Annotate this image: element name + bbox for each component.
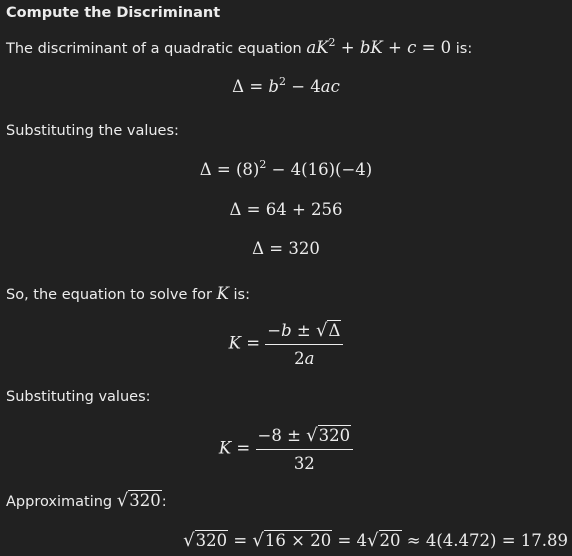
radical-sign: √ xyxy=(306,425,318,446)
step-2: Δ = 64 + 256 xyxy=(229,200,343,219)
radicand: 320 xyxy=(129,491,161,510)
sqrt-16x20 xyxy=(252,530,332,551)
radicand: 20 xyxy=(379,531,401,550)
radical-sign: √ xyxy=(183,530,195,551)
radicand: Δ xyxy=(328,321,341,340)
intro-text-after: is: xyxy=(455,41,473,57)
solve-label-before: So, the equation to solve for xyxy=(6,287,212,303)
k-formula-lhs: K xyxy=(228,333,241,353)
formula-b: b xyxy=(268,77,279,96)
quadratic-equation xyxy=(306,38,451,57)
eq-plus-c: + xyxy=(387,38,402,57)
k-formula xyxy=(0,320,572,368)
step1-lhs: Δ = (8) xyxy=(199,160,260,179)
approx-label-text: Approximating xyxy=(6,494,113,510)
sqrt-delta xyxy=(316,320,341,341)
k-values xyxy=(0,425,572,473)
solve-var: K xyxy=(216,284,229,303)
radicand: 16 × 20 xyxy=(264,531,332,550)
step1-exp: 2 xyxy=(259,158,267,171)
k-den-a: a xyxy=(304,349,315,368)
intro-text-before: The discriminant of a quadratic equation xyxy=(6,41,302,57)
formula-ac: ac xyxy=(320,77,340,96)
radical-sign: √ xyxy=(367,530,379,551)
radical-sign: √ xyxy=(252,530,264,551)
formula-rest: − 4 xyxy=(291,77,321,96)
final-eq2: = 4 xyxy=(337,531,368,550)
k-values-prefix: −8 ± xyxy=(257,426,301,445)
step1-rhs: − 4(16)(−4) xyxy=(271,160,373,179)
k-values-eq: = xyxy=(236,438,251,458)
sqrt-20 xyxy=(367,530,401,551)
k-values-fraction xyxy=(256,425,354,473)
eq-plus-b: + xyxy=(340,38,355,57)
k-formula-fraction xyxy=(265,320,343,368)
eq-a: a xyxy=(306,38,317,57)
k-formula-numerator xyxy=(265,320,343,345)
approx-label xyxy=(6,490,167,511)
intro-paragraph xyxy=(6,38,472,57)
solve-label xyxy=(6,284,250,303)
discriminant-formula xyxy=(0,77,572,96)
k-den-2: 2 xyxy=(294,349,305,368)
k-values-denominator: 32 xyxy=(293,454,315,473)
final-eq1: = xyxy=(233,531,248,550)
k-num-pm: ± xyxy=(296,321,311,340)
formula-eq: = xyxy=(249,77,264,96)
sqrt-320-final xyxy=(183,530,228,551)
formula-exp: 2 xyxy=(278,75,286,88)
approx-colon: : xyxy=(161,494,167,510)
radicand: 320 xyxy=(195,531,228,550)
eq-K2: K xyxy=(370,38,383,57)
k-values-lhs: K xyxy=(218,438,232,458)
substituting-label: Substituting the values: xyxy=(6,123,179,139)
final-rest: ≈ 4(4.472) = 17.89 xyxy=(406,531,568,550)
approx-sqrt xyxy=(117,490,162,511)
k-values-numerator xyxy=(256,425,354,450)
step-1 xyxy=(0,160,572,179)
solve-label-after: is: xyxy=(233,287,250,303)
final-approximation xyxy=(183,530,568,551)
eq-b: b xyxy=(359,38,371,57)
eq-K: K xyxy=(316,38,329,57)
substituting-values-label: Substituting values: xyxy=(6,389,151,405)
k-num-b: b xyxy=(281,321,292,340)
k-formula-eq: = xyxy=(246,333,261,353)
eq-exponent: 2 xyxy=(328,36,336,49)
formula-delta: Δ xyxy=(232,77,245,96)
section-heading: Compute the Discriminant xyxy=(6,5,221,21)
step-3: Δ = 320 xyxy=(252,239,320,258)
radicand: 320 xyxy=(318,426,351,445)
k-formula-denominator xyxy=(265,345,343,368)
radical-sign: √ xyxy=(315,320,328,341)
radical-sign: √ xyxy=(116,490,129,511)
eq-equals-zero: = 0 xyxy=(421,38,452,57)
eq-c: c xyxy=(407,38,417,57)
k-num-prefix: − xyxy=(267,321,282,340)
sqrt-320 xyxy=(306,425,351,446)
